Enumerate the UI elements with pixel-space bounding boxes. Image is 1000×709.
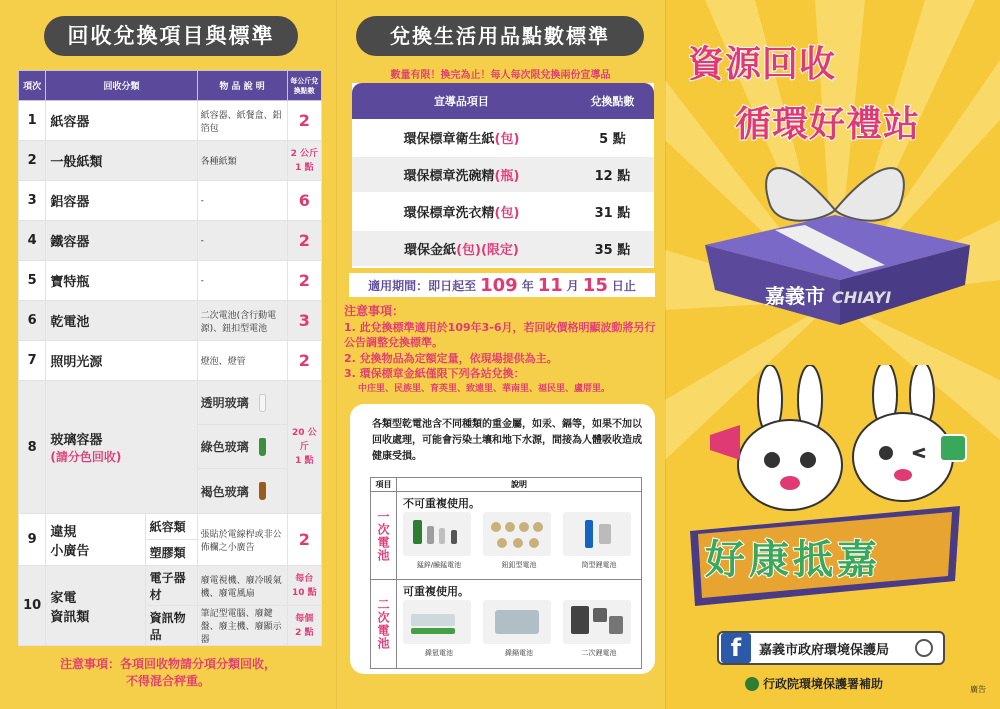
col-desc: 物 品 說 明 xyxy=(197,71,287,101)
search-icon xyxy=(915,639,933,657)
battery-info-box xyxy=(350,404,655,674)
table-row-ads: 9 違規 小廣告 紙容類 張貼於電線桿或非公佈欄之小廣告 2 xyxy=(19,514,322,540)
table-row-glass: 8 玻璃容器 (請分色回收) 透明玻璃 綠色玻璃 褐色玻璃 20 公斤 1 點 xyxy=(19,381,322,514)
facebook-page-bar[interactable] xyxy=(717,631,945,665)
glass-green: 綠色玻璃 xyxy=(198,425,287,469)
nimh-battery-image: 鎳氫電池 xyxy=(403,600,475,660)
glass-note: (請分色回收) xyxy=(50,450,122,464)
panel2-title: 兌換生活用品點數標準 xyxy=(356,16,644,56)
battery-primary-row: 一次電池 不可重複使用。 錳鋅/鹼錳電池 鈕釦型電池 筒型鋰電池 xyxy=(371,492,641,580)
col-category: 回收分類 xyxy=(46,71,197,101)
table-row: 5 寶特瓶 - 2 xyxy=(19,261,322,301)
battery-intro: 各類型乾電池含不同種類的重金屬，如汞、鎘等，如果不加以回收處理，可能會污染土壤和地下水源，間接為人體吸收造成健康受損。 xyxy=(372,419,642,462)
sponsor-line: 行政院環境保護署補助 xyxy=(745,675,883,692)
limit-note: 數量有限！換完為止！每人每次限兌換兩份宣導品 xyxy=(390,70,611,81)
recycling-table: 項次 回收分類 物 品 說 明 每公斤兌換點數 1 紙容器 紙容器、紙餐盒、鋁箔包 2 2 一般紙類 各種紙類 2 公斤 1 點 3 鋁容器 - 6 4 鐵容器 - 2 5 寶特瓶 - 2 6 乾電池 二次電池(含行動電源)、鈕扣型電池 3 7 照明光源 燈泡、燈管 2 8 玻璃容器 (請分色回收) 透明玻璃 綠色玻璃 褐色玻璃 20 公斤 1 點 9 違規 小廣告 紙容類 張貼於電線桿或非公佈欄之小廣告 2 塑膠類 10 家電 資訊類 電子器材 廢電視機、廢冷暖氣機、廢電風扇 每台 10 點 資訊物品 筆記型電腦、廢鍵盤、廢主機、廢顯示器 每個 2 點 xyxy=(18,70,322,646)
lithium-battery-image: 筒型鋰電池 xyxy=(563,512,635,572)
table-row: 4 鐵容器 - 2 xyxy=(19,221,322,261)
panel2-notes: 注意事項： 1. 此兌換標準適用於109年3-6月，若回收價格明顯波動將另行公告調整兌換標準。 2. 兌換物品為定額定量，依現場提供為主。 3. 環保標章金紙僅限下列各站兌換： 中庄里、民族里、育英里、致遠里、華南里、福民里、盧厝里。 xyxy=(344,304,656,394)
clear-bottle-icon xyxy=(259,394,266,412)
gift-row: 環保金紙(包)(限定) 35 點 xyxy=(352,230,654,267)
fold-line xyxy=(336,0,337,709)
table-row: 1 紙容器 紙容器、紙餐盒、鋁箔包 2 xyxy=(19,101,322,141)
gift-row: 環保標章洗衣精(包) 31 點 xyxy=(352,193,654,230)
gift-label: 嘉義市 CHIAYI xyxy=(765,284,892,308)
gift-row: 環保標章洗碗精(瓶) 12 點 xyxy=(352,156,654,193)
panel-cover xyxy=(665,0,1000,709)
nicd-battery-image: 鎳鎘電池 xyxy=(483,600,555,660)
table-row: 6 乾電池 二次電池(含行動電源)、鈕扣型電池 3 xyxy=(19,301,322,341)
table-row-appliance: 10 家電 資訊類 電子器材 廢電視機、廢冷暖氣機、廢電風扇 每台 10 點 xyxy=(19,566,322,606)
panel1-title: 回收兌換項目與標準 xyxy=(44,16,298,56)
facebook-page-name: 嘉義市政府環境保護局 xyxy=(759,642,890,658)
button-battery-image: 鈕釦型電池 xyxy=(483,512,555,572)
gift-row: 環保標章衛生紙(包) 5 點 xyxy=(352,119,654,156)
col-gift-points: 兌換點數 xyxy=(571,83,654,119)
glass-brown: 褐色玻璃 xyxy=(198,469,287,513)
epa-logo-icon xyxy=(745,677,759,691)
brown-bottle-icon xyxy=(259,482,266,500)
fold-line xyxy=(665,0,666,709)
glass-category: 玻璃容器 xyxy=(50,433,103,448)
green-bottle-icon xyxy=(259,438,266,456)
cover-slogan: 好康抵嘉 xyxy=(705,537,881,583)
panel1-note: 注意事項：各項回收物請分項分類回收， 不得混合秤重。 xyxy=(59,657,276,688)
rechargeable-lithium-image: 二次鋰電池 xyxy=(563,600,635,660)
alkaline-battery-image: 錳鋅/鹼錳電池 xyxy=(403,512,475,572)
col-no: 項次 xyxy=(19,71,46,101)
period-banner: 適用期間：即日起至 109 年 11 月 15 日止 xyxy=(349,273,655,297)
battery-secondary-row: 二次電池 可重複使用。 鎳氫電池 鎳鎘電池 二次鋰電池 xyxy=(371,580,641,668)
cover-title-line1: 資源回收 xyxy=(688,44,837,85)
cover-title-line2: 循環好禮站 xyxy=(735,104,921,145)
rabbit-mascots xyxy=(710,365,970,515)
battery-table: 項目 說明 一次電池 不可重複使用。 錳鋅/鹼錳電池 鈕釦型電池 筒型鋰電池 二次電池 可重複使用。 鎳氫電池 鎳鎘電池 二次鋰電池 xyxy=(370,477,642,669)
ad-label: 廣告 xyxy=(970,685,986,694)
table-row: 2 一般紙類 各種紙類 2 公斤 1 點 xyxy=(19,141,322,181)
col-gift-item: 宣導品項目 xyxy=(352,83,571,119)
gift-table xyxy=(352,83,654,268)
table-row: 7 照明光源 燈泡、燈管 2 xyxy=(19,341,322,381)
col-points: 每公斤兌換點數 xyxy=(287,71,321,101)
facebook-icon: f xyxy=(721,633,751,663)
glass-clear: 透明玻璃 xyxy=(198,381,287,425)
table-row: 3 鋁容器 - 6 xyxy=(19,181,322,221)
